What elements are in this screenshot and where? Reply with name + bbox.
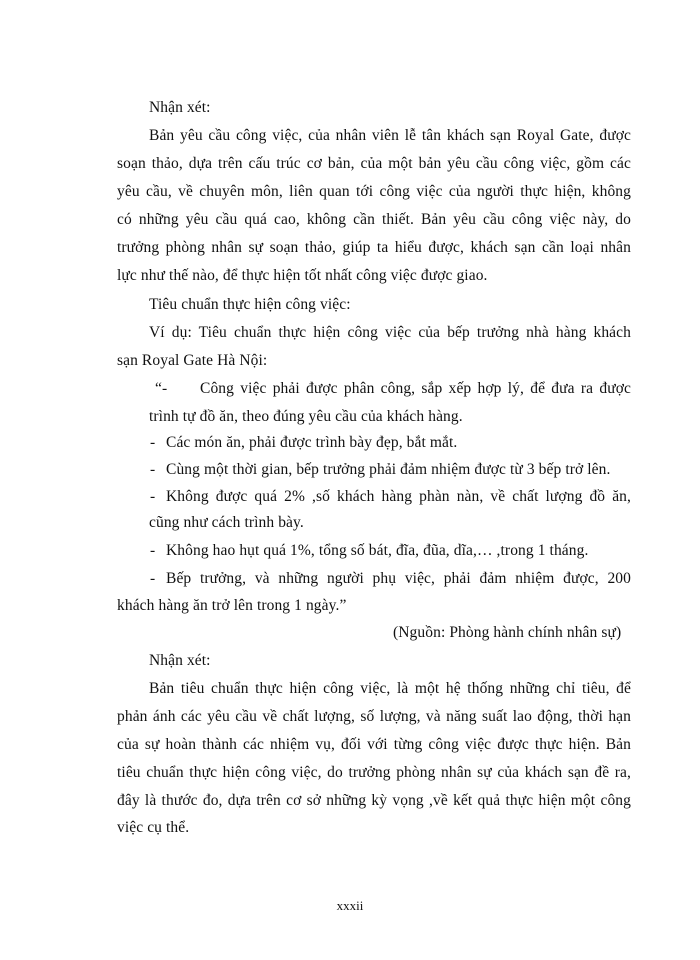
- list-item-line: Các món ăn, phải được trình bày đẹp, bắt mắt.: [166, 434, 458, 451]
- section-heading-standard: Tiêu chuẩn thực hiện công việc:: [149, 296, 351, 313]
- bullet-dash-icon: -: [150, 542, 156, 559]
- paragraph-line: phản ánh các yêu cầu về chất lượng, số lượng, và năng suất lao động, thời hạn: [117, 708, 631, 725]
- paragraph-line: sạn Royal Gate Hà Nội:: [117, 352, 268, 369]
- paragraph-line: của sự hoàn thành các nhiệm vụ, đối với từng công việc được thực hiện. Bản: [117, 736, 631, 753]
- paragraph-line: Bản yêu cầu công việc, của nhân viên lễ tân khách sạn Royal Gate, được: [149, 127, 631, 144]
- paragraph-line: có những yêu cầu quá cao, không cần thiết. Bản yêu cầu công việc này, do: [117, 211, 631, 228]
- paragraph-line: tiêu chuẩn thực hiện công việc, do trưởng phòng nhân sự của khách sạn đề ra,: [117, 764, 631, 781]
- bullet-dash-icon: -: [150, 434, 156, 451]
- paragraph-line: việc cụ thể.: [117, 819, 190, 836]
- list-item-line: khách hàng ăn trở lên trong 1 ngày.”: [117, 597, 347, 614]
- paragraph-line: Bản tiêu chuẩn thực hiện công việc, là một hệ thống những chỉ tiêu, để: [149, 680, 631, 697]
- list-item-line: Công việc phải được phân công, sắp xếp hợp lý, để đưa ra được: [200, 380, 631, 397]
- list-item-line: Không hao hụt quá 1%, tổng số bát, đĩa, đũa, dĩa,… ,trong 1 tháng.: [166, 542, 589, 559]
- paragraph-line: yêu cầu, về chuyên môn, liên quan tới công việc của người thực hiện, không: [117, 183, 631, 200]
- list-item-line: Cùng một thời gian, bếp trưởng phải đảm nhiệm được từ 3 bếp trở lên.: [166, 461, 611, 478]
- paragraph-line: lực như thế nào, để thực hiện tốt nhất công việc được giao.: [117, 267, 488, 284]
- list-item-line: Không được quá 2% ,số khách hàng phàn nàn, về chất lượng đồ ăn,: [166, 488, 631, 505]
- paragraph-line: trưởng phòng nhân sự soạn thảo, giúp ta hiểu được, khách sạn cần loại nhân: [117, 239, 631, 256]
- section-heading-remark-1: Nhận xét:: [149, 99, 211, 116]
- bullet-dash-icon: -: [150, 488, 156, 505]
- page-number: xxxii: [336, 898, 364, 913]
- quote-open-mark: “-: [155, 380, 168, 397]
- bullet-dash-icon: -: [150, 570, 156, 587]
- paragraph-line: đây là thước đo, dựa trên cơ sở những kỳ vọng ,về kết quả thực hiện một công: [117, 792, 631, 809]
- source-citation: (Nguồn: Phòng hành chính nhân sự): [393, 624, 622, 641]
- section-heading-remark-2: Nhận xét:: [149, 652, 211, 669]
- paragraph-line: soạn thảo, dựa trên cấu trúc cơ bản, của một bản yêu cầu công việc, gồm các: [117, 155, 631, 172]
- list-item-line: trình tự đồ ăn, theo đúng yêu cầu của khách hàng.: [149, 408, 463, 425]
- list-item-line: cũng như cách trình bày.: [149, 514, 304, 531]
- paragraph-line: Ví dụ: Tiêu chuẩn thực hiện công việc của bếp trưởng nhà hàng khách: [149, 324, 631, 341]
- list-item-line: Bếp trưởng, và những người phụ việc, phải đảm nhiệm được, 200: [166, 570, 631, 587]
- bullet-dash-icon: -: [150, 461, 156, 478]
